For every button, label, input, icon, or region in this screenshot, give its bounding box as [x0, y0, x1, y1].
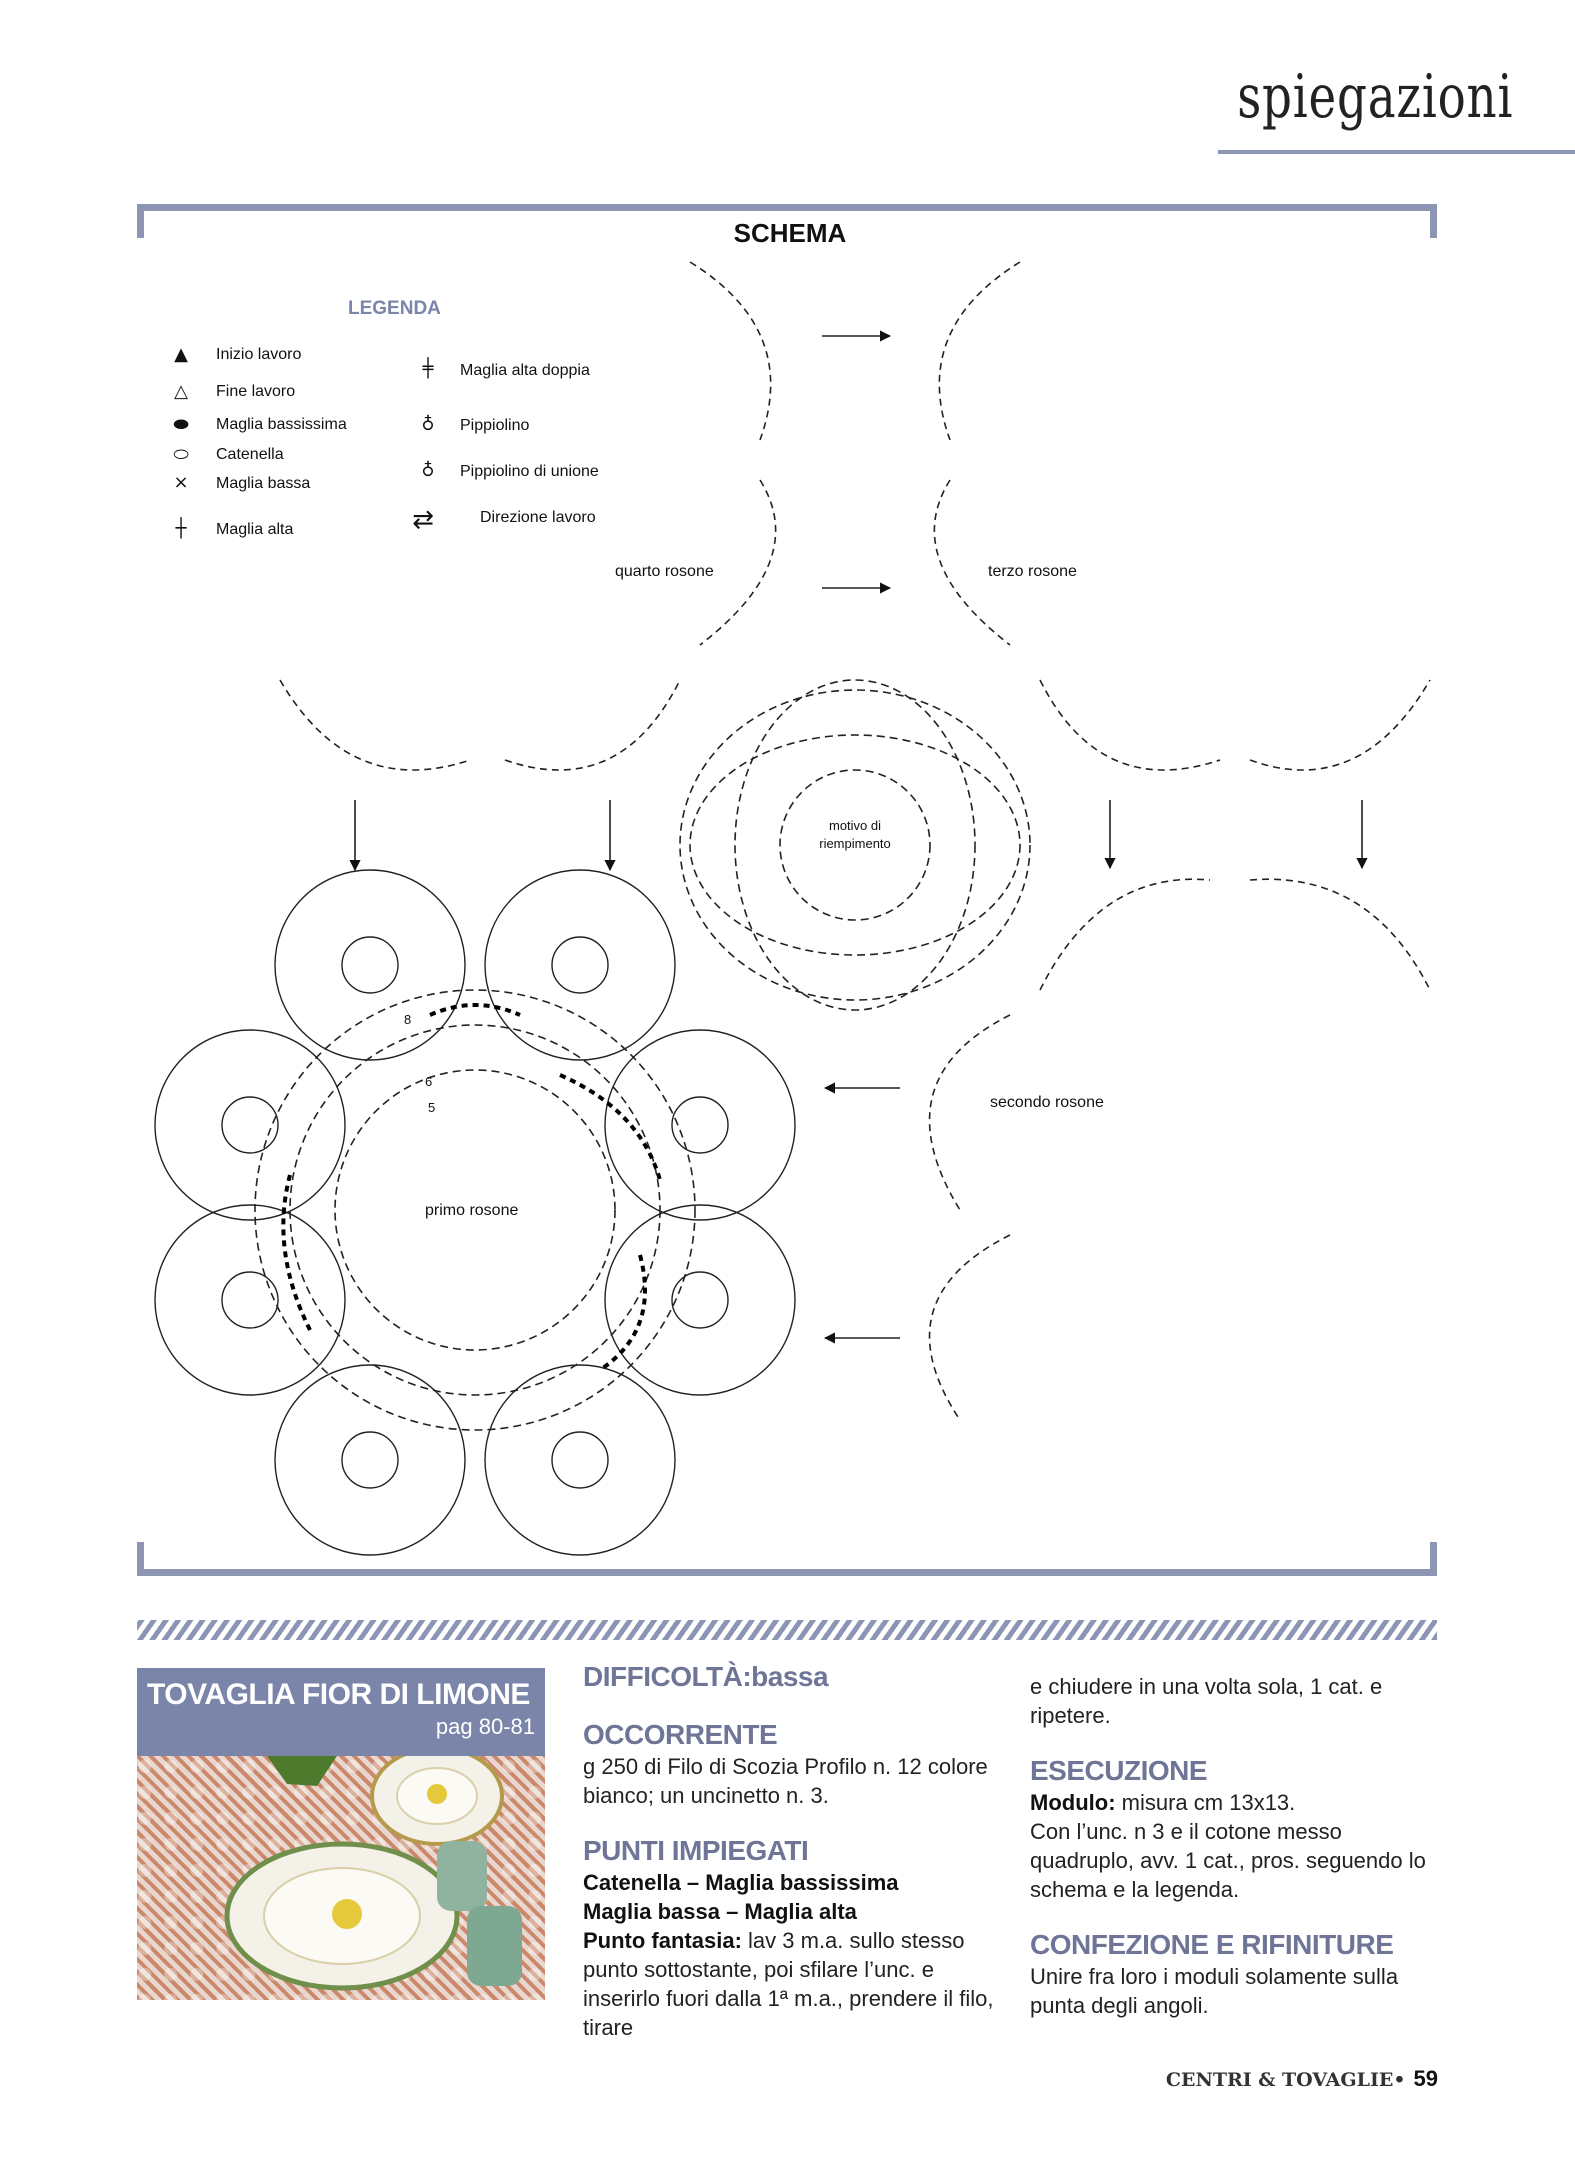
- instructions-column-2: [1030, 1672, 1440, 2020]
- single-crochet-icon: ×: [173, 472, 189, 493]
- treble-crochet-icon: ╪: [422, 358, 434, 379]
- legend-label: Fine lavoro: [216, 383, 296, 400]
- legend-label: Inizio lavoro: [216, 346, 302, 363]
- occorrente-text: g 250 di Filo di Scozia Profilo n. 12 colore bianco; un uncinetto n. 3.: [583, 1754, 988, 1808]
- confezione-text: Unire fra loro i moduli solamente sulla punta degli angoli.: [1030, 1964, 1399, 2018]
- difficulty-label: DIFFICOLTÀ:: [583, 1661, 752, 1692]
- magazine-name: CENTRI & TOVAGLIE: [1165, 2069, 1394, 2091]
- legend-label: Maglia alta: [216, 521, 294, 538]
- confezione-heading: CONFEZIONE E RIFINITURE: [1030, 1929, 1394, 1960]
- legend-title: LEGENDA: [348, 298, 441, 319]
- project-card: [137, 1668, 545, 2000]
- label-motivo-1: motivo di: [828, 818, 882, 833]
- esecuzione-heading: ESECUZIONE: [1030, 1755, 1208, 1786]
- row-number: 5: [428, 1100, 436, 1115]
- punti-heading: PUNTI IMPIEGATI: [583, 1835, 809, 1866]
- slip-stitch-icon: ⬬: [173, 414, 189, 435]
- tablecloth-photo: [137, 1756, 545, 2000]
- legend-label: Catenella: [216, 446, 284, 463]
- label-terzo-rosone: terzo rosone: [988, 563, 1077, 580]
- work-direction-icon: ⇄: [412, 505, 434, 535]
- label-secondo-rosone: secondo rosone: [990, 1094, 1104, 1111]
- section-title: spiegazioni: [1237, 62, 1514, 132]
- legend-label: Direzione lavoro: [480, 509, 596, 526]
- legend-label: Pippiolino: [460, 417, 530, 434]
- label-quarto-rosone: quarto rosone: [615, 563, 714, 580]
- punti-line: Maglia bassa – Maglia alta: [583, 1899, 857, 1924]
- schema-title: SCHEMA: [733, 218, 847, 248]
- legend-label: Maglia bassissima: [216, 416, 347, 433]
- start-arrow-icon: ▲: [174, 344, 188, 365]
- footer-separator: •: [1393, 2069, 1406, 2091]
- fantasia-text: lav 3 m.a. sullo stesso punto sottostante, poi sfilare l’unc. e inserirlo fuori dalla 1ª m.a., prendere il filo, tirare: [583, 1928, 994, 2040]
- legend-label: Maglia bassa: [216, 475, 311, 492]
- row-number: 8: [404, 1012, 412, 1027]
- legend-label: Maglia alta doppia: [460, 362, 590, 379]
- joining-picot-icon: ♁: [421, 460, 435, 481]
- stripe-divider: [137, 1620, 1437, 1640]
- page-footer: [1130, 2066, 1438, 2092]
- card-title: TOVAGLIA FIOR DI LIMONE: [147, 1678, 530, 1711]
- card-page-ref: pag 80-81: [435, 1714, 535, 1739]
- modulo-label: Modulo:: [1030, 1790, 1116, 1815]
- difficulty-value: bassa: [751, 1661, 829, 1692]
- row-number: 6: [425, 1074, 433, 1089]
- esecuzione-text: Con l’unc. n 3 e il cotone messo quadruplo, avv. 1 cat., pros. seguendo lo schema e la legenda.: [1030, 1819, 1426, 1902]
- end-arrow-icon: △: [174, 381, 188, 402]
- card-header: [137, 1668, 545, 1756]
- picot-icon: ♁: [421, 414, 435, 435]
- instructions-column-1: [583, 1660, 1003, 2042]
- page-number: 59: [1413, 2066, 1438, 2091]
- label-motivo-2: riempimento: [819, 836, 891, 851]
- legend-label: Pippiolino di unione: [460, 463, 599, 480]
- double-crochet-icon: ┼: [175, 518, 187, 539]
- fantasia-continuation: e chiudere in una volta sola, 1 cat. e ripetere.: [1030, 1674, 1383, 1728]
- occorrente-heading: OCCORRENTE: [583, 1719, 778, 1750]
- label-primo-rosone: primo rosone: [425, 1202, 519, 1219]
- tablecloth-photo-illustration: [137, 1756, 545, 2000]
- chain-stitch-icon: ⬭: [173, 444, 189, 465]
- fantasia-label: Punto fantasia:: [583, 1928, 742, 1953]
- modulo-text: misura cm 13x13.: [1121, 1790, 1296, 1815]
- punti-line: Catenella – Maglia bassissima: [583, 1870, 899, 1895]
